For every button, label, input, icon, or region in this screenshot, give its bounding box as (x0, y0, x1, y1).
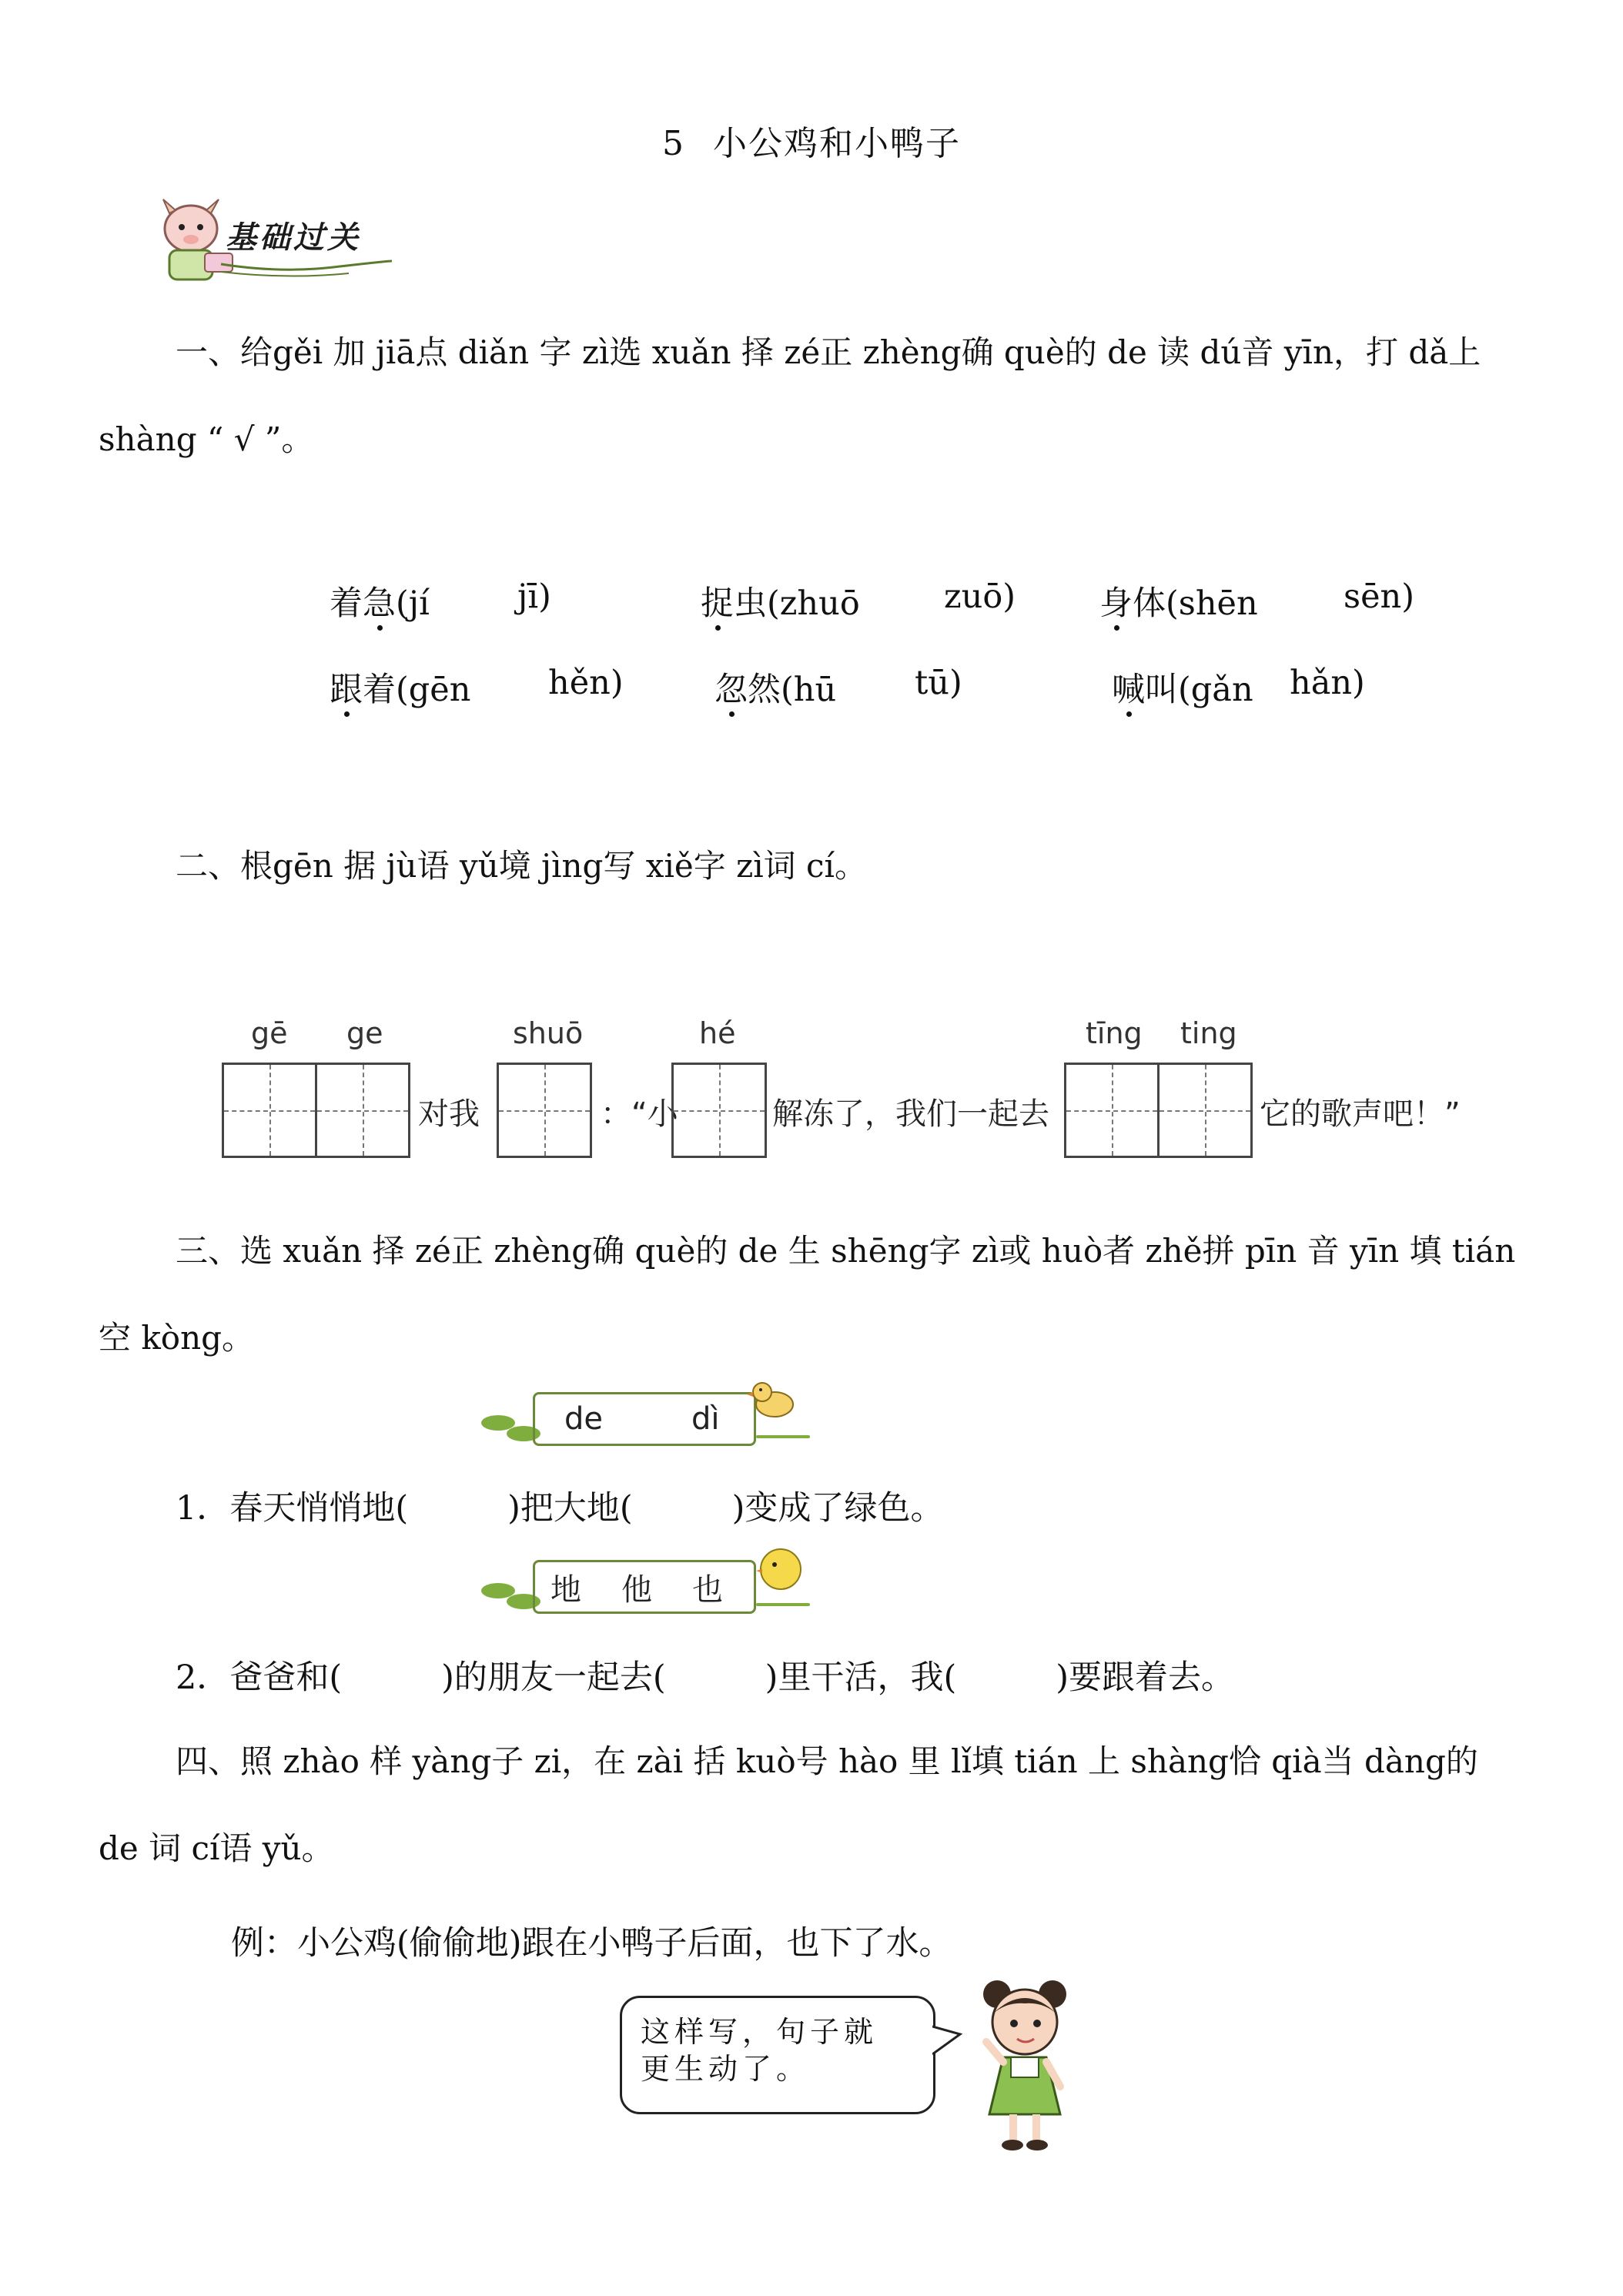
q3-instruction-line2: 空 kòng。 (99, 1319, 255, 1357)
speech-bubble (620, 1996, 935, 2114)
q3-sentence-1: 1．春天悄悄地( )把大地( )变成了绿色。 (176, 1489, 944, 1528)
pinyin-label: gē (251, 1016, 288, 1050)
page-title (0, 115, 1623, 165)
writing-cell[interactable] (1064, 1063, 1160, 1158)
dotted-char: 身 (1099, 584, 1133, 623)
dotted-char: 忽 (714, 671, 748, 709)
question-1 (99, 330, 1546, 463)
question-3 (99, 1228, 1546, 1361)
dotted-char: 急 (363, 584, 396, 623)
writing-cell[interactable] (671, 1063, 767, 1158)
pinyin-label: shuō (513, 1016, 584, 1050)
q1-item: 捉虫(zhuō (701, 584, 860, 623)
q1-option[interactable]: hěn) (548, 664, 624, 702)
pinyin-label: ting (1180, 1016, 1237, 1050)
q2-text: 对我 (418, 1096, 480, 1132)
q2-instruction: 二、根gēn 据 jù语 yǔ境 jìng写 xiě字 zì词 cí。 (176, 847, 867, 885)
q3-sentence-2: 2．爸爸和( )的朋友一起去( )里干活，我( )要跟着去。 (176, 1658, 1235, 1697)
choice-option: 地 (550, 1571, 581, 1608)
q1-item: 跟着(gēn (330, 671, 471, 709)
writing-cell[interactable] (1157, 1063, 1253, 1158)
q1-instruction-line2: shàng “ √ ”。 (99, 420, 314, 458)
lesson-number: 5 (662, 124, 685, 163)
question-4 (99, 1739, 1546, 1872)
badge-underline (218, 256, 395, 279)
choice-option: de (564, 1401, 603, 1437)
dotted-char: 跟 (330, 671, 363, 709)
choice-option: 他 (621, 1571, 652, 1608)
vine-line (756, 1603, 810, 1606)
vine-line (756, 1435, 810, 1438)
pinyin-label: tīng (1086, 1016, 1143, 1050)
q2-text: 解冻了，我们一起去 (772, 1096, 1049, 1132)
q1-option[interactable]: zuō) (944, 577, 1016, 616)
q4-example: 例：小公鸡(偷偷地)跟在小鸭子后面，也下了水。 (231, 1924, 952, 1963)
girl-illustration-icon (966, 1971, 1082, 2156)
pinyin-label: hé (699, 1016, 736, 1050)
section-badge (152, 196, 399, 289)
q1-option[interactable]: jī) (517, 577, 551, 616)
dotted-char: 捉 (701, 584, 734, 623)
choice-box-characters (533, 1560, 756, 1614)
chick-icon (755, 1540, 808, 1594)
choice-option: dì (691, 1401, 720, 1437)
choice-box-pinyin (533, 1392, 756, 1446)
q3-instruction-line1: 三、选 xuǎn 择 zé正 zhèng确 què的 de 生 shēng字 zì或 huò者 zhě拼 pīn 音 yīn 填 tián (176, 1232, 1516, 1270)
bubble-tail (932, 2023, 963, 2062)
writing-cell[interactable] (315, 1063, 410, 1158)
dotted-char: 喊 (1112, 671, 1145, 709)
q1-option[interactable]: tū) (915, 664, 962, 702)
lesson-title: 小公鸡和小鸭子 (713, 124, 961, 163)
q2-writing-row (222, 1016, 1492, 1170)
section-badge-label: 基础过关 (226, 220, 361, 256)
q4-instruction-line1: 四、照 zhào 样 yàng子 zi，在 zài 括 kuò号 hào 里 lǐ填 tián 上 shàng恰 qià当 dàng的 (176, 1742, 1478, 1780)
writing-cell[interactable] (222, 1063, 317, 1158)
writing-cell[interactable] (497, 1063, 592, 1158)
q1-item: 忽然(hū (714, 671, 837, 709)
q1-item: 身体(shēn (1099, 584, 1258, 623)
q1-instruction-line1: 一、给gěi 加 jiā点 diǎn 字 zì选 xuǎn 择 zé正 zhèng确 què的 de 读 dú音 yīn，打 dǎ上 (176, 333, 1481, 371)
bubble-line: 这样写，句子就 (641, 2015, 878, 2049)
pinyin-label: ge (346, 1016, 383, 1050)
q1-item: 喊叫(gǎn (1112, 671, 1253, 709)
bubble-line: 更生动了。 (641, 2052, 811, 2086)
choice-option: 也 (692, 1571, 723, 1608)
q1-item: 着急(jí (330, 584, 430, 623)
q2-text: ：“小 (601, 1096, 678, 1132)
q2-text: 它的歌声吧！” (1260, 1096, 1461, 1132)
q1-option[interactable]: sēn) (1344, 577, 1414, 616)
q4-instruction-line2: de 词 cí语 yǔ。 (99, 1829, 334, 1867)
q1-option[interactable]: hǎn) (1290, 664, 1365, 702)
duckling-icon (745, 1375, 799, 1421)
